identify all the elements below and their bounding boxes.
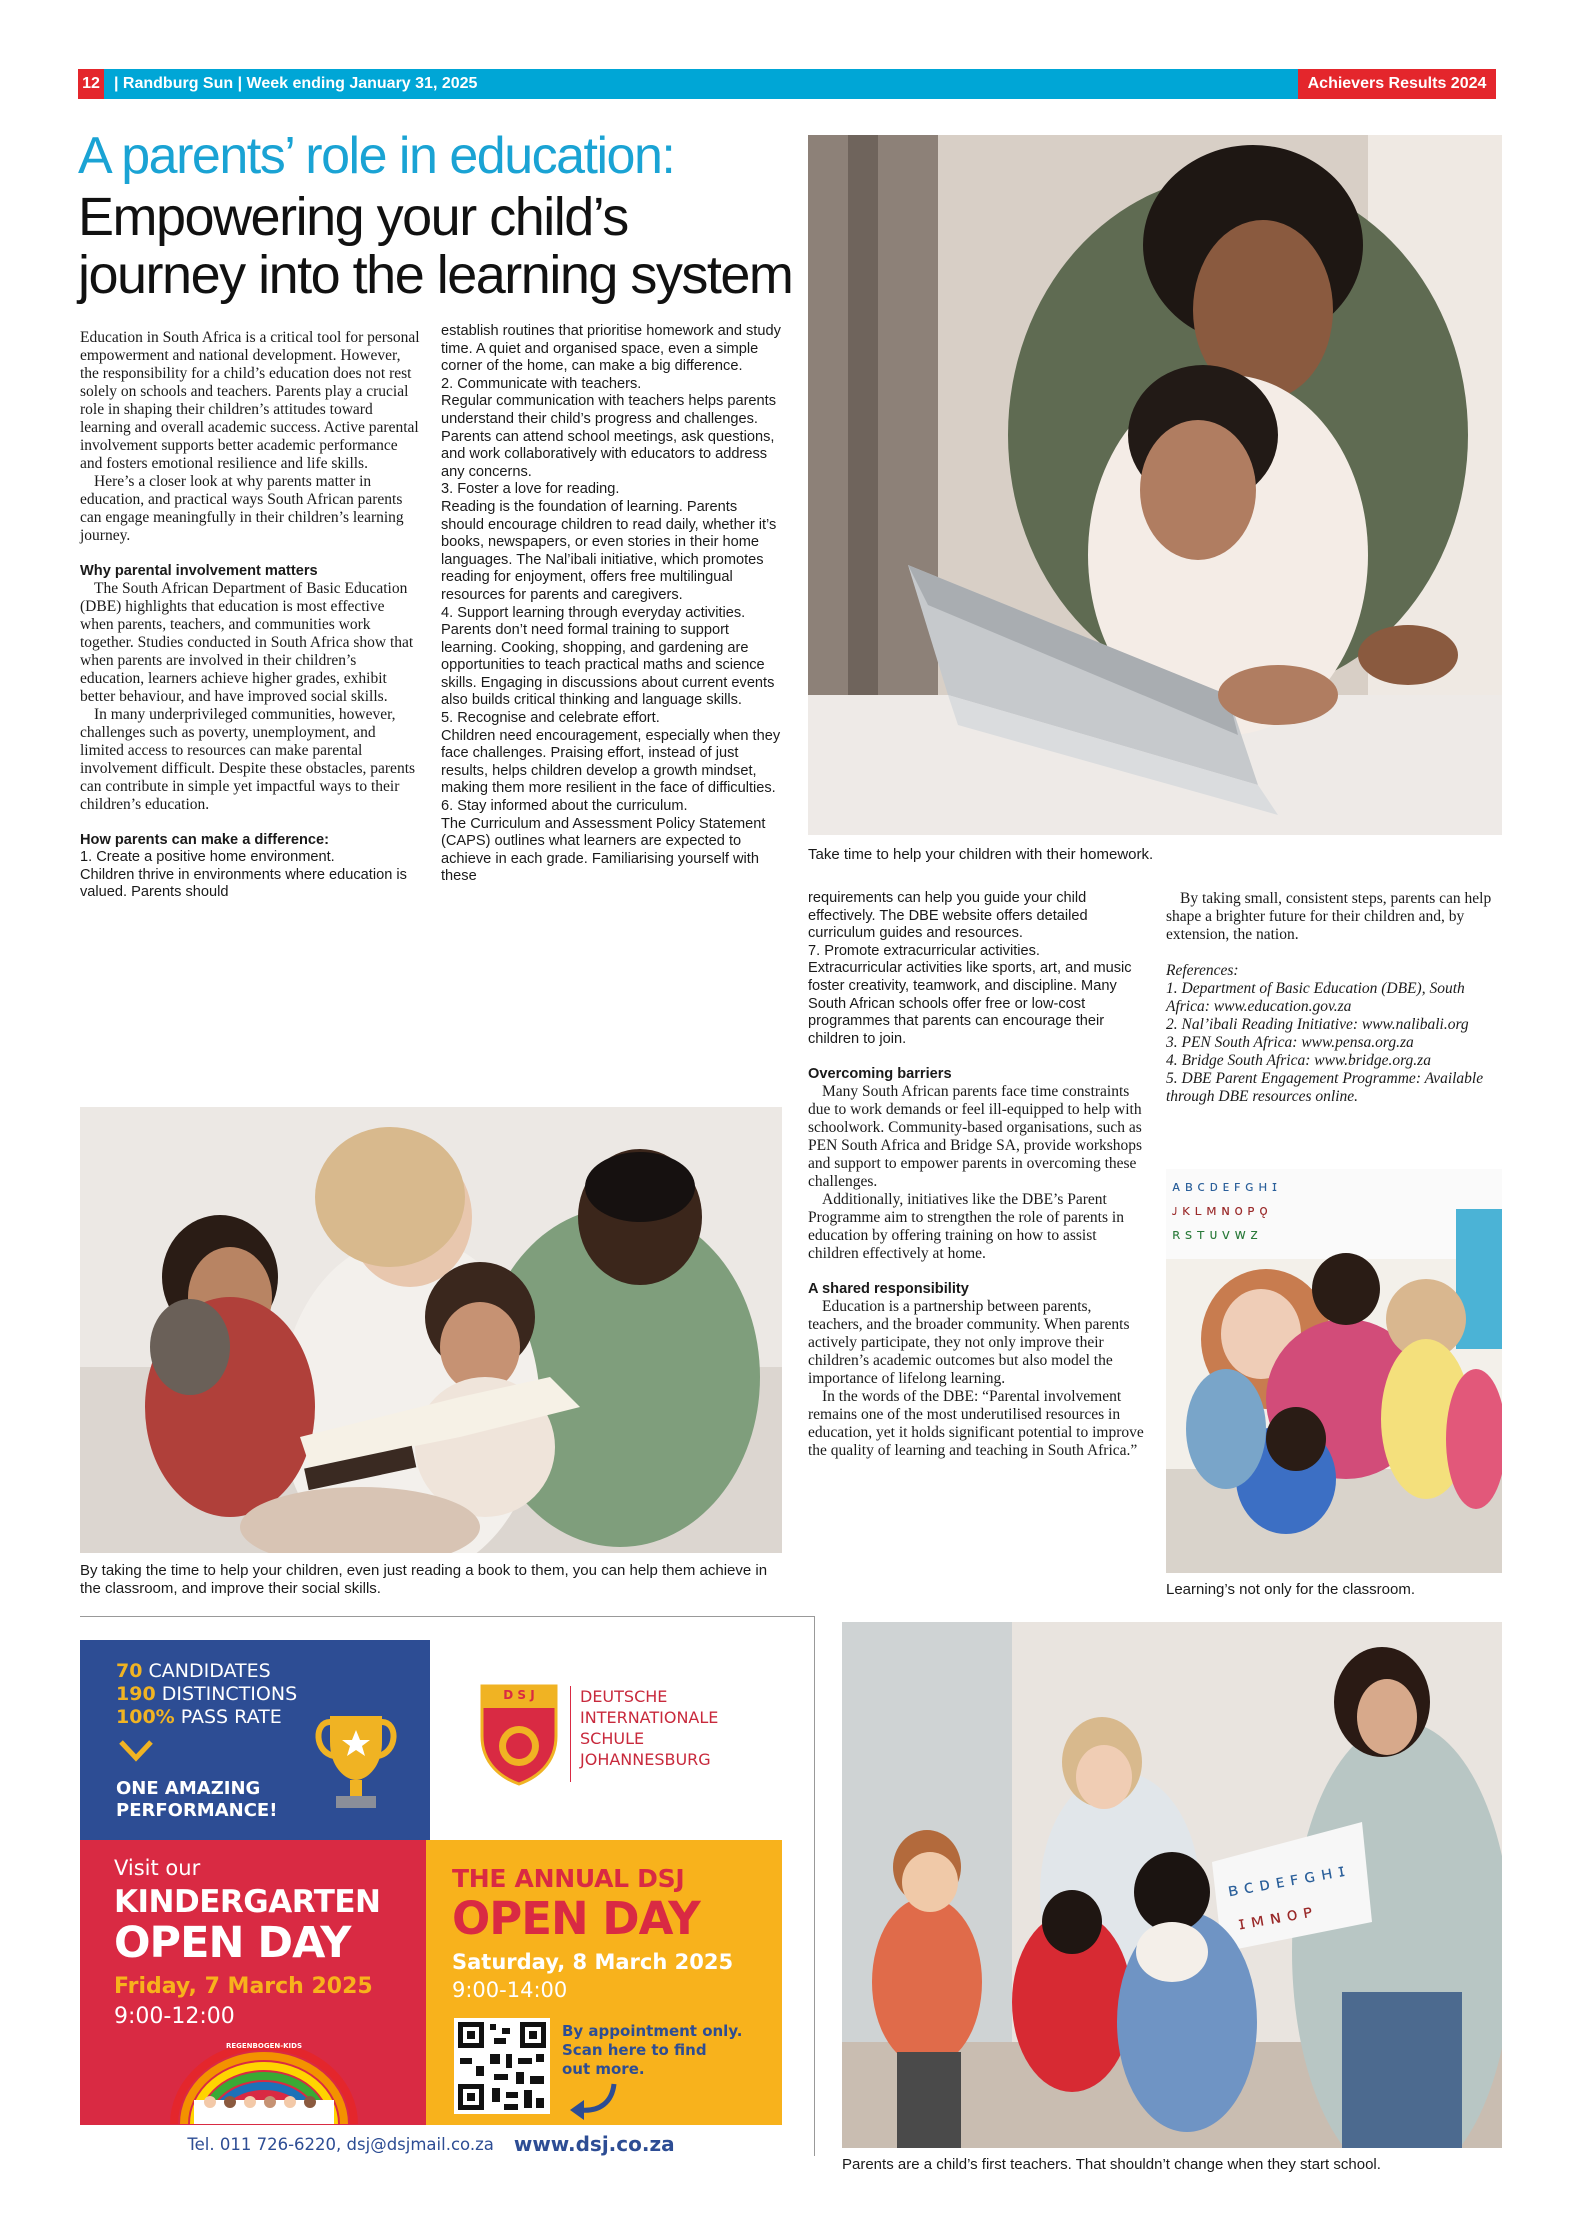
photo-classroom	[1166, 1169, 1502, 1573]
col1-paragraph-1: Education in South Africa is a critical tool for personal empowerment and national development. However, the responsibility for a child’s education does not rest solely on schools and teachers. Parents play a crucial role in shaping their children’s attitudes toward learning and overall academic success. Active parental involvement supports better academic performance and fosters emotional resilience and life skills.	[80, 329, 420, 472]
crest-letters: D S J	[503, 1688, 535, 1702]
col1-paragraph-6: Children thrive in environments where education is valued. Parents should	[80, 866, 407, 901]
stat-pass-rate-label: PASS RATE	[180, 1706, 282, 1728]
stat-candidates-label: CANDIDATES	[148, 1660, 271, 1682]
dsj-title-open-day: OPEN DAY	[452, 1892, 700, 1945]
subhead-shared-responsibility: A shared responsibility	[808, 1281, 969, 1298]
col3-list-item-7: 7. Promote extracurricular activities.	[808, 942, 1040, 959]
headline-kicker: A parents’ role in education:	[78, 127, 675, 185]
chevron-down-icon	[118, 1738, 154, 1764]
appointment-line-2: Scan here to find	[562, 2041, 707, 2059]
reference-1: 1. Department of Basic Education (DBE), South Africa: www.education.gov.za	[1166, 980, 1465, 1015]
advert-dsj-open-day	[426, 1840, 782, 2125]
stat-candidates-number: 70	[116, 1660, 143, 1682]
kg-title-kindergarten: KINDERGARTEN	[114, 1884, 381, 1920]
subhead-how-parents-help: How parents can make a difference:	[80, 832, 329, 848]
publication-line: | Randburg Sun | Week ending January 31, 2025	[114, 75, 478, 92]
col3-paragraph-1: requirements can help you guide your child effectively. The DBE website offers detailed curriculum guides and resources.	[808, 890, 1088, 942]
trophy-icon	[308, 1708, 404, 1818]
qr-code[interactable]	[454, 2018, 550, 2114]
rainbow-kids-logo	[164, 2040, 364, 2124]
appointment-line-3: out more.	[562, 2060, 645, 2078]
school-name-line-2: INTERNATIONALE	[580, 1708, 719, 1727]
school-name-line-4: JOHANNESBURG	[580, 1750, 711, 1769]
page-number: 12	[78, 69, 104, 99]
kg-time: 9:00-12:00	[114, 2004, 235, 2029]
col1-paragraph-3: The South African Department of Basic Education (DBE) highlights that education is most effective when parents, teachers, and communities work together. Studies conducted in South Africa show that when parents are involved in their children’s education, learners achieve higher grades, exhibit better behaviour, and have improved social skills.	[80, 580, 414, 705]
alphabet-poster-row-1: ᴀ ʙ ᴄ ᴅ ᴇ ꜰ ɢ ʜ ɪ	[1172, 1179, 1278, 1195]
caption-family-reading: By taking the time to help your children, even just reading a book to them, you can help them achieve in the classroom, and improve their social skills.	[80, 1562, 768, 1597]
photo-homework	[808, 135, 1502, 835]
stat-distinctions-label: DISTINCTIONS	[161, 1683, 298, 1705]
reference-3: 3. PEN South Africa: www.pensa.org.za	[1166, 1034, 1414, 1051]
alphabet-poster-row-2: ᴊ ᴋ ʟ ᴍ ɴ ᴏ ᴘ ǫ	[1172, 1203, 1268, 1219]
caption-teachers-children: Parents are a child’s first teachers. That shouldn’t change when they start school.	[842, 2156, 1381, 2173]
col2-paragraph-7: Parents don’t need formal training to support learning. Cooking, shopping, and gardening are opportunities to teach practical maths and science skills. Engaging in discussions about current events also builds critical thinking and language skills.	[441, 622, 775, 709]
school-name-line-3: SCHULE	[580, 1729, 645, 1748]
sign-letters-row-1: ʙ ᴄ ᴅ ᴇ ꜰ ɢ ʜ ɪ	[1225, 1860, 1347, 1902]
ad-divider-vertical	[814, 1616, 815, 2156]
advert-school-logo	[430, 1640, 782, 1840]
dsj-date: Saturday, 8 March 2025	[452, 1950, 734, 1974]
kg-title-open-day: OPEN DAY	[114, 1918, 351, 1968]
appointment-note	[562, 2022, 742, 2079]
col2-list-item-6: 6. Stay informed about the curriculum.	[441, 798, 688, 815]
photo-classroom-illustration	[1166, 1169, 1502, 1573]
photo-family-reading	[80, 1107, 782, 1553]
col2-paragraph-3: Regular communication with teachers helps parents understand their child’s progress and challenges. Parents can attend school meetings, ask questions, and work collaboratively with educators to address any concerns.	[441, 393, 777, 480]
col3-paragraph-7: In the words of the DBE: “Parental involvement remains one of the most underutilised resources in education, yet it holds significant potential to improve the quality of learning and teaching in South Africa.”	[808, 1388, 1144, 1460]
col2-list-item-4: 4. Support learning through everyday activities.	[441, 604, 746, 621]
article-column-3	[808, 890, 1148, 1460]
curved-arrow-icon	[566, 2080, 622, 2120]
col3-paragraph-6: Education is a partnership between parents, teachers, and the broader community. When parents actively participate, they not only improve their children’s academic outcomes but also model the importance of lifelong learning.	[808, 1298, 1130, 1388]
dsj-time: 9:00-14:00	[452, 1978, 568, 2002]
col2-paragraph-11: The Curriculum and Assessment Policy Statement (CAPS) outlines what learners are expected to achieve in each grade. Familiarising yourself with these	[441, 815, 766, 885]
logo-divider	[570, 1686, 571, 1782]
stat-candidates	[116, 1660, 297, 1683]
col3-paragraph-3: Extracurricular activities like sports, art, and music foster creativity, teamwork, and discipline. Many South African schools offer free or low-cost programmes that parents can encourage their children to join.	[808, 960, 1132, 1047]
subhead-overcoming-barriers: Overcoming barriers	[808, 1066, 952, 1083]
col2-list-item-2: 2. Communicate with teachers.	[441, 375, 642, 392]
col2-paragraph-1: establish routines that prioritise homework and study time. A quiet and organised space, even a simple corner of the home, can make a big difference.	[441, 323, 781, 375]
school-name	[580, 1686, 718, 1770]
advert-stats-block	[80, 1640, 430, 1840]
advert-contact-details: Tel. 011 726-6220, dsj@dsjmail.co.za	[187, 2134, 494, 2154]
subhead-why-parental-involvement: Why parental involvement matters	[80, 563, 318, 579]
reference-5: 5. DBE Parent Engagement Programme: Available through DBE resources online.	[1166, 1070, 1484, 1105]
col1-paragraph-2: Here’s a closer look at why parents matter in education, and practical ways South African parents can engage meaningfully in their children’s learning journey.	[80, 473, 404, 544]
appointment-line-1: By appointment only.	[562, 2022, 743, 2040]
alphabet-poster-row-3: ʀ ꜱ ᴛ ᴜ ᴠ ᴡ ᴢ	[1172, 1227, 1258, 1243]
stat-distinctions-number: 190	[116, 1683, 156, 1705]
stat-pass-rate	[116, 1706, 297, 1729]
ad-divider-horizontal	[80, 1616, 814, 1617]
kg-visit-our: Visit our	[114, 1856, 201, 1880]
headline-line-2: Empowering your child’s	[78, 187, 628, 247]
col4-paragraph-1: By taking small, consistent steps, parents can help shape a brighter future for their children and, by extension, the nation.	[1166, 890, 1492, 943]
photo-family-reading-illustration	[80, 1107, 782, 1553]
photo-teachers-children	[842, 1622, 1502, 2148]
headline-main	[78, 188, 798, 304]
reference-2: 2. Nal’ibali Reading Initiative: www.nalibali.org	[1166, 1016, 1469, 1033]
references-title: References:	[1166, 962, 1239, 979]
reference-4: 4. Bridge South Africa: www.bridge.org.za	[1166, 1052, 1431, 1069]
section-tag: Achievers Results 2024	[1298, 69, 1496, 99]
col2-paragraph-5: Reading is the foundation of learning. Parents should encourage children to read daily, whether it’s books, newspapers, or even stories in their home languages. The Nal’ibali initiative, which promotes reading for enjoyment, offers free multilingual resources for parents and caregivers.	[441, 498, 777, 603]
page-header-bar	[78, 69, 1302, 99]
performance-line-2: PERFORMANCE!	[116, 1800, 278, 1821]
performance-line-1: ONE AMAZING	[116, 1778, 261, 1799]
kg-logo-text: REGENBOGEN-KIDS	[225, 2042, 302, 2050]
col2-list-item-3: 3. Foster a love for reading.	[441, 481, 620, 498]
caption-classroom: Learning’s not only for the classroom.	[1166, 1581, 1416, 1598]
dsj-title-annual: THE ANNUAL DSJ	[452, 1864, 685, 1893]
caption-homework: Take time to help your children with their homework.	[808, 846, 1154, 863]
photo-teachers-children-illustration	[842, 1622, 1502, 2148]
advert-contact-strip	[80, 2126, 782, 2162]
col2-paragraph-9: Children need encouragement, especially when they face challenges. Praising effort, instead of just results, helps children develop a growth mindset, making them more resilient in the face of difficulties.	[441, 727, 781, 797]
stat-pass-rate-number: 100%	[116, 1706, 175, 1728]
kg-date: Friday, 7 March 2025	[114, 1974, 373, 1999]
col2-list-item-5: 5. Recognise and celebrate effort.	[441, 710, 660, 727]
sign-letters-row-2: ɪ ᴍ ɴ ᴏ ᴘ	[1236, 1900, 1315, 1935]
advert-website-link[interactable]: www.dsj.co.za	[513, 2132, 675, 2156]
col3-paragraph-4: Many South African parents face time constraints due to work demands or feel ill-equipped to help with schoolwork. Community-based organisations, such as PEN South Africa and Bridge SA, provide workshops and support to empower parents in overcoming these challenges.	[808, 1083, 1143, 1191]
school-name-line-1: DEUTSCHE	[580, 1687, 668, 1706]
advert-kindergarten-open-day	[80, 1840, 426, 2125]
col3-paragraph-5: Additionally, initiatives like the DBE’s Parent Programme aim to strengthen the role of parents in education by offering training on how to assist children effectively at home.	[808, 1191, 1124, 1263]
photo-homework-illustration	[808, 135, 1502, 835]
article-column-1	[80, 329, 420, 902]
article-column-2	[441, 323, 783, 886]
stat-distinctions	[116, 1683, 297, 1706]
col1-paragraph-4: In many underprivileged communities, however, challenges such as poverty, unemployment, and limited access to resources can make parental involvement difficult. Despite these obstacles, parents can contribute in simple yet impactful ways to their children’s education.	[80, 706, 416, 813]
headline-line-3: journey into the learning system	[78, 245, 793, 305]
col1-list-item-1: 1. Create a positive home environment.	[80, 849, 335, 865]
article-column-4	[1166, 890, 1502, 1106]
